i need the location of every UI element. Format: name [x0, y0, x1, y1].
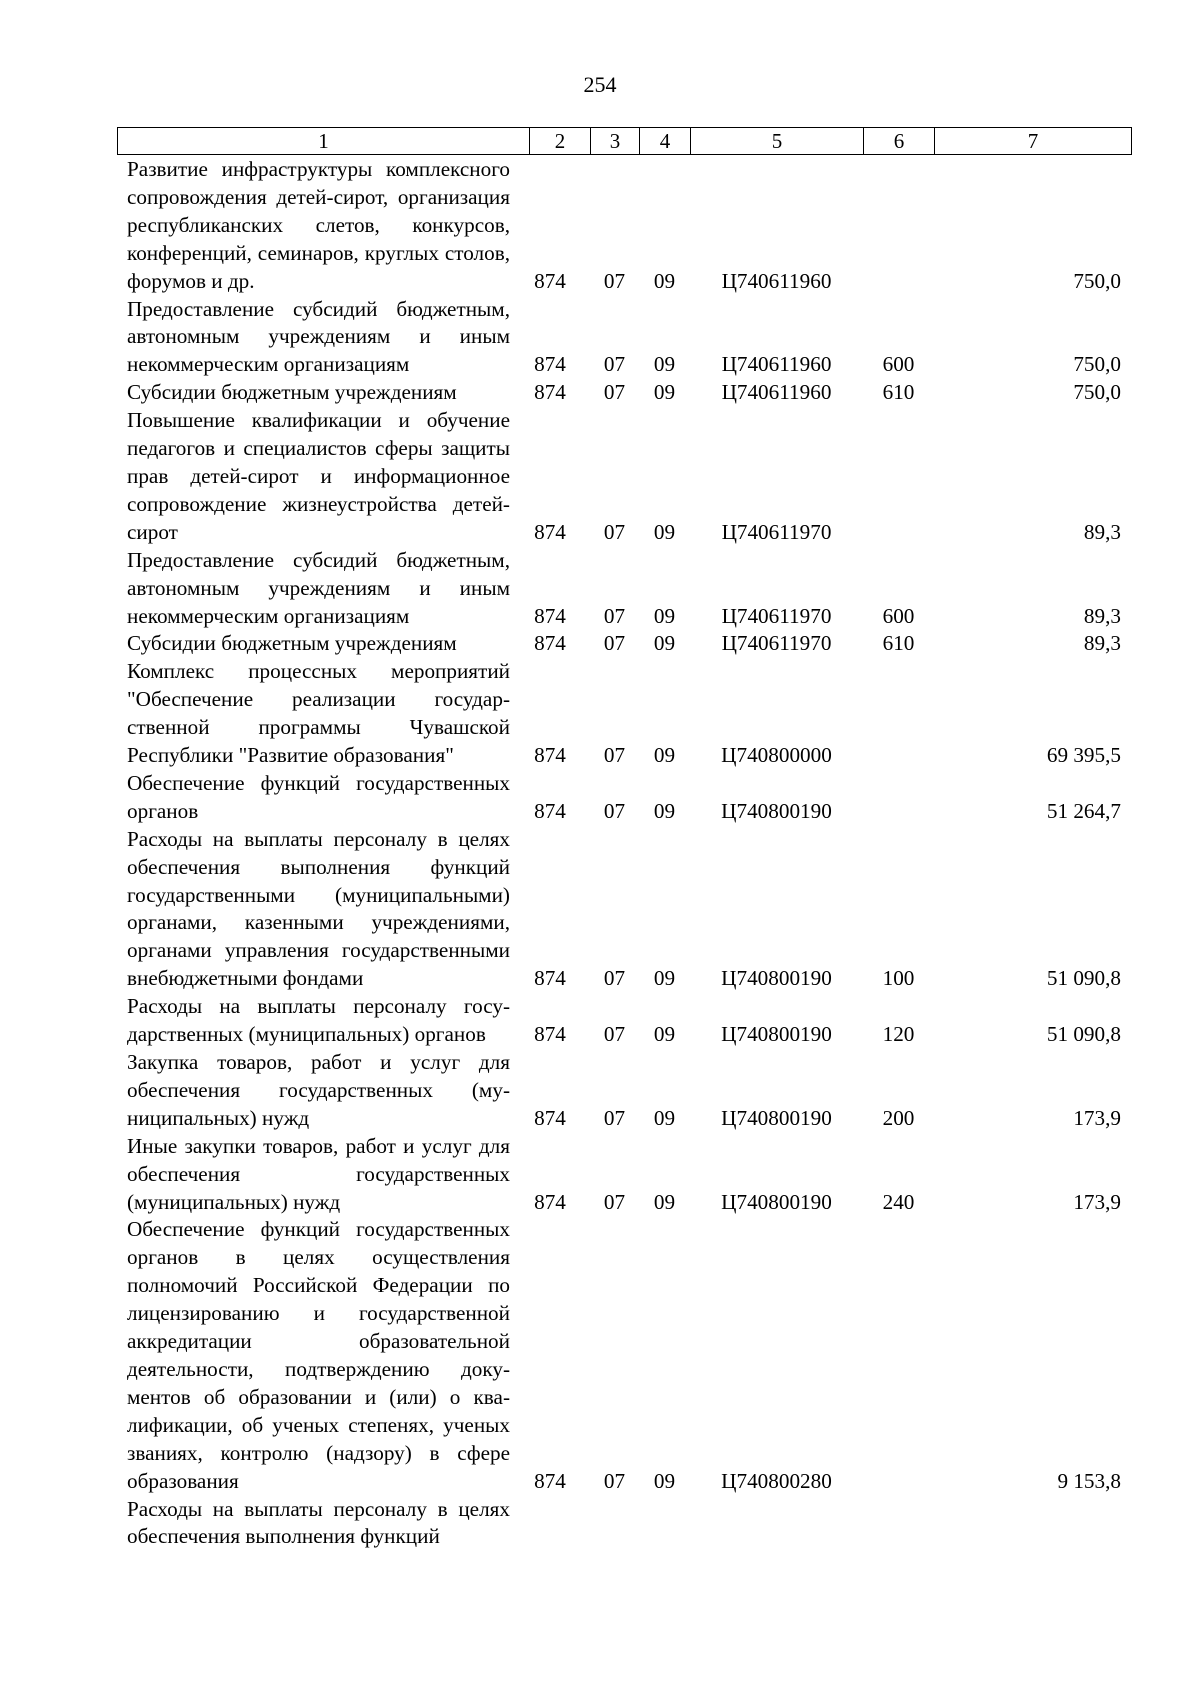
- table-row: [117, 156, 1131, 296]
- column-header-4: 4: [640, 128, 691, 155]
- row-amount: 89,3: [1083, 519, 1121, 544]
- row-ministry-code: 874: [534, 798, 566, 823]
- row-amount: 69 395,5: [1046, 743, 1121, 768]
- row-ministry-code: 874: [534, 743, 566, 768]
- row-section-code: 07: [603, 603, 626, 628]
- row-ministry-code: 874: [534, 1468, 566, 1493]
- row-subsection-code: 09: [653, 352, 676, 377]
- row-section-code: 07: [603, 380, 626, 405]
- row-ministry-code: 874: [534, 268, 566, 293]
- table-row: [117, 1049, 1131, 1133]
- table-row: [117, 993, 1131, 1049]
- row-section-code: 07: [603, 268, 626, 293]
- row-target-article: Ц740800280: [721, 1468, 832, 1493]
- row-section-code: 07: [603, 798, 626, 823]
- row-description: Комплекс процессных мероприятий "Обеспечение реализации государственной программы Чувашской Республики "Развитие образования": [127, 659, 510, 768]
- row-ministry-code: 874: [534, 519, 566, 544]
- row-amount: 89,3: [1083, 603, 1121, 628]
- row-expense-type: 610: [882, 631, 915, 656]
- row-subsection-code: 09: [653, 1189, 676, 1214]
- row-subsection-code: 09: [653, 380, 676, 405]
- row-subsection-code: 09: [653, 631, 676, 656]
- row-amount: 173,9: [1073, 1105, 1121, 1130]
- column-header-1: 1: [118, 128, 530, 155]
- row-ministry-code: 874: [534, 1105, 566, 1130]
- table-body: [117, 156, 1131, 1551]
- table-row: [117, 826, 1131, 993]
- row-target-article: Ц740611970: [721, 519, 832, 544]
- row-amount: 51 090,8: [1046, 1022, 1121, 1047]
- column-header-2: 2: [530, 128, 591, 155]
- row-expense-type: 200: [882, 1105, 915, 1130]
- row-expense-type: 600: [882, 603, 915, 628]
- row-amount: 9 153,8: [1057, 1468, 1121, 1493]
- table-header: [117, 127, 1132, 155]
- row-target-article: Ц740611960: [721, 268, 832, 293]
- table-row: [117, 296, 1131, 380]
- row-description: Предоставление субсидий бюджетным, автономным учреждениям и иным некоммерческим организациям: [127, 547, 510, 628]
- row-amount: 750,0: [1073, 268, 1121, 293]
- row-description: Расходы на выплаты персоналу в целях обеспечения выполнения функций государственными (муниципальными) органами, казенными учреждениями, органами управления государственными внебюджетными фондами: [127, 826, 510, 991]
- table-row: [117, 770, 1131, 826]
- row-target-article: Ц740800000: [721, 743, 832, 768]
- row-description: Обеспечение функций государственных органов в целях осуществления полномочий Российской Федерации по лицензированию и государственной аккредитации образовательной деятельности, подтверждению документов об образовании и (или) о квалификации, об ученых степенях, ученых званиях, контролю (надзору) в сфере образования: [127, 1217, 510, 1493]
- table-row: [117, 630, 1131, 658]
- row-ministry-code: 874: [534, 603, 566, 628]
- row-target-article: Ц740611960: [721, 380, 832, 405]
- row-expense-type: 600: [882, 352, 915, 377]
- row-description: Субсидии бюджетным учреждениям: [127, 380, 457, 405]
- row-section-code: 07: [603, 519, 626, 544]
- row-amount: 750,0: [1073, 380, 1121, 405]
- row-ministry-code: 874: [534, 380, 566, 405]
- row-amount: 173,9: [1073, 1189, 1121, 1214]
- row-target-article: Ц740800190: [721, 1105, 832, 1130]
- row-target-article: Ц740800190: [721, 1022, 832, 1047]
- column-header-5: 5: [691, 128, 864, 155]
- row-amount: 750,0: [1073, 352, 1121, 377]
- row-description: Развитие инфраструктуры комплексного сопровождения детей-сирот, организация республиканских слетов, конкурсов, конференций, семинаров, круглых столов, форумов и др.: [127, 157, 510, 293]
- row-subsection-code: 09: [653, 268, 676, 293]
- row-description: Закупка товаров, работ и услуг для обеспечения государственных (муниципальных) нужд: [127, 1050, 510, 1130]
- column-header-6: 6: [864, 128, 935, 155]
- column-header-3: 3: [591, 128, 640, 155]
- row-ministry-code: 874: [534, 631, 566, 656]
- row-section-code: 07: [603, 631, 626, 656]
- row-target-article: Ц740611970: [721, 631, 832, 656]
- row-amount: 89,3: [1083, 631, 1121, 656]
- row-target-article: Ц740611960: [721, 352, 832, 377]
- row-section-code: 07: [603, 1022, 626, 1047]
- row-ministry-code: 874: [534, 1189, 566, 1214]
- row-section-code: 07: [603, 743, 626, 768]
- row-description: Обеспечение функций государственных органов: [127, 770, 510, 823]
- row-description: Расходы на выплаты персоналу в целях обеспечения выполнения функций: [127, 1496, 510, 1549]
- row-description: Повышение квалификации и обучение педагогов и специалистов сферы защиты прав детей-сирот и информационное сопровождение жизнеустройства детей-сирот: [127, 408, 510, 544]
- row-ministry-code: 874: [534, 966, 566, 991]
- row-ministry-code: 874: [534, 1022, 566, 1047]
- row-description: Иные закупки товаров, работ и услуг для обеспечения государственных (муниципальных) нужд: [127, 1133, 510, 1214]
- row-section-code: 07: [603, 1468, 626, 1493]
- table-row: [117, 547, 1131, 631]
- row-subsection-code: 09: [653, 519, 676, 544]
- table-row: [117, 379, 1131, 407]
- row-subsection-code: 09: [653, 603, 676, 628]
- table-row: [117, 1216, 1131, 1495]
- table-row: [117, 658, 1131, 770]
- row-amount: 51 090,8: [1046, 966, 1121, 991]
- table-row: [117, 407, 1131, 547]
- row-target-article: Ц740611970: [721, 603, 832, 628]
- row-expense-type: 100: [882, 966, 915, 991]
- row-target-article: Ц740800190: [721, 798, 832, 823]
- column-header-7: 7: [935, 128, 1132, 155]
- row-expense-type: 610: [882, 380, 915, 405]
- row-section-code: 07: [603, 966, 626, 991]
- page-number: 254: [583, 72, 617, 97]
- row-subsection-code: 09: [653, 1105, 676, 1130]
- row-subsection-code: 09: [653, 966, 676, 991]
- row-target-article: Ц740800190: [721, 1189, 832, 1214]
- row-subsection-code: 09: [653, 743, 676, 768]
- row-amount: 51 264,7: [1046, 798, 1121, 823]
- table-row: [117, 1496, 1131, 1552]
- row-description: Предоставление субсидий бюджетным, автономным учреждениям и иным некоммерческим организациям: [127, 296, 510, 377]
- row-section-code: 07: [603, 1105, 626, 1130]
- row-target-article: Ц740800190: [721, 966, 832, 991]
- row-expense-type: 240: [882, 1189, 915, 1214]
- row-description: Расходы на выплаты персоналу государственных (муниципальных) органов: [127, 994, 510, 1047]
- row-subsection-code: 09: [653, 1468, 676, 1493]
- row-subsection-code: 09: [653, 1022, 676, 1047]
- row-subsection-code: 09: [653, 798, 676, 823]
- row-ministry-code: 874: [534, 352, 566, 377]
- row-section-code: 07: [603, 1189, 626, 1214]
- row-description: Субсидии бюджетным учреждениям: [127, 631, 457, 656]
- table-row: [117, 1133, 1131, 1217]
- row-expense-type: 120: [882, 1022, 915, 1047]
- row-section-code: 07: [603, 352, 626, 377]
